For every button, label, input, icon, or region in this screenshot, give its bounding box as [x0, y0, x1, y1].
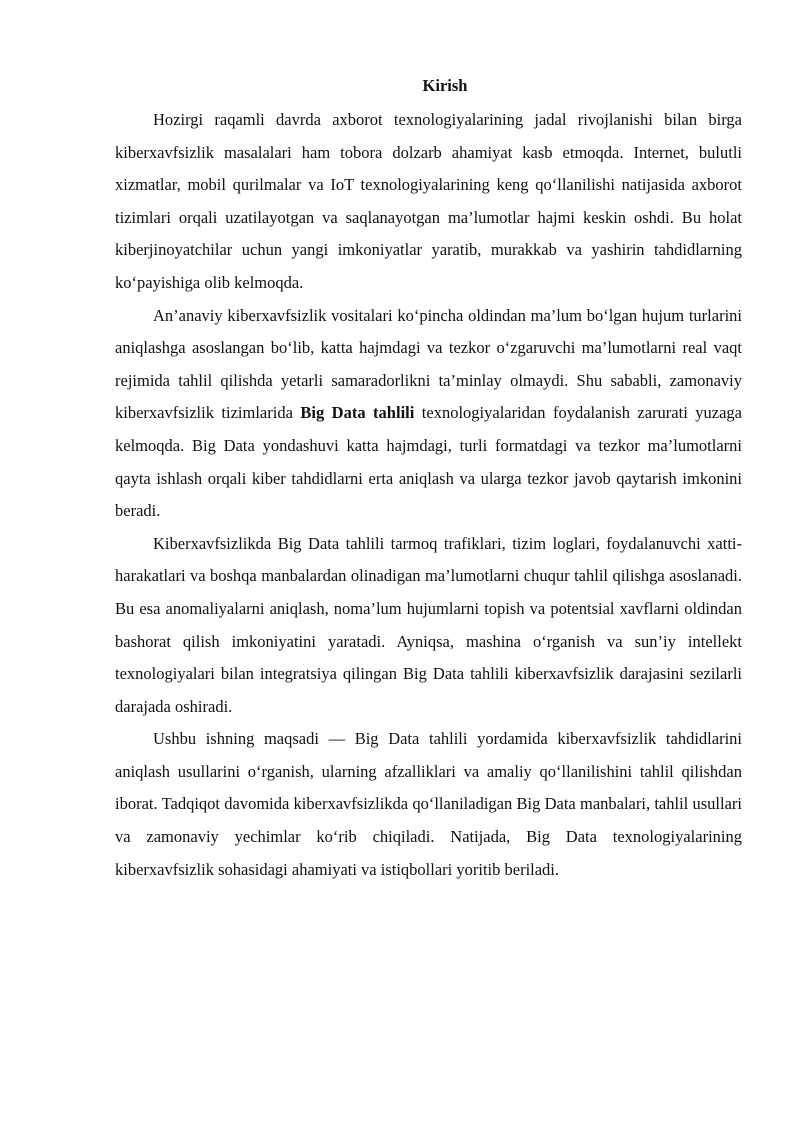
paragraph-2-text-end: texnologiyalaridan foydalanish zarurati yuzaga kelmoqda. Big Data yondashuvi katta hajmdagi, turli formatdagi va tezkor ma’lumotlarni qayta ishlash orqali kiber tahdidlarni erta aniqlash va ularga tezkor javob qaytarish imkonini beradi. [115, 403, 742, 521]
paragraph-3: Kiberxavfsizlikda Big Data tahlili tarmoq trafiklari, tizim loglari, foydalanuvchi xatti-harakatlari va boshqa manbalardan olinadigan ma’lumotlarni chuqur tahlil qilishga asoslanadi. Bu esa anomaliyalarni aniqlash, noma’lum hujumlarni topish va potentsial xavflarni oldindan bashorat qilish imkoniyatini yaratadi. Ayniqsa, mashina o‘rganish va sun’iy intellekt texnologiyalari bilan integratsiya qilingan Big Data tahlili kiberxavfsizlik darajasini sezilarli darajada oshiradi. [115, 533, 742, 716]
paragraph-2-text-start: An’anaviy kiberxavfsizlik vositalari ko‘pincha oldindan ma’lum bo‘lgan hujum turlarini aniqlashga asoslangan bo‘lib, katta hajmdagi va tezkor o‘zgaruvchi ma’lumotlarni real vaqt rejimida tahlil qilishda yetarli samaradorlikni ta’minlay olmaydi. Shu sababli, zamonaviy kiberxavfsizlik tizimlarida [115, 305, 742, 423]
paragraph-4: Ushbu ishning maqsadi — Big Data tahlili yordamida kiberxavfsizlik tahdidlarini aniqlash usullarini o‘rganish, ularning afzalliklari va amaliy qo‘llanilishini tahlil qilishdan iborat. Tadqiqot davomida kiberxavfsizlikda qo‘llaniladigan Big Data manbalari, tahlil usullari va zamonaviy yechimlar ko‘rib chiqiladi. Natijada, Big Data texnologiyalarining kiberxavfsizlik sohasidagi ahamiyati va istiqbollari yoritib beriladi. [115, 729, 742, 879]
bold-phrase: Big Data tahlili [300, 403, 415, 423]
document-body [115, 104, 742, 886]
paragraph-2 [115, 300, 742, 528]
paragraph-1: Hozirgi raqamli davrda axborot texnologiyalarining jadal rivojlanishi bilan birga kiberxavfsizlik masalalari ham tobora dolzarb ahamiyat kasb etmoqda. Internet, bulutli xizmatlar, mobil qurilmalar va IoT texnologiyalarining keng qo‘llanilishi natijasida axborot tizimlari orqali uzatilayotgan va saqlanayotgan ma’lumotlar hajmi keskin oshdi. Bu holat kiberjinoyatchilar uchun yangi imkoniyatlar yaratib, murakkab va yashirin tahdidlarning ko‘payishiga olib kelmoqda. [115, 110, 742, 292]
document-title: Kirish [422, 76, 468, 95]
